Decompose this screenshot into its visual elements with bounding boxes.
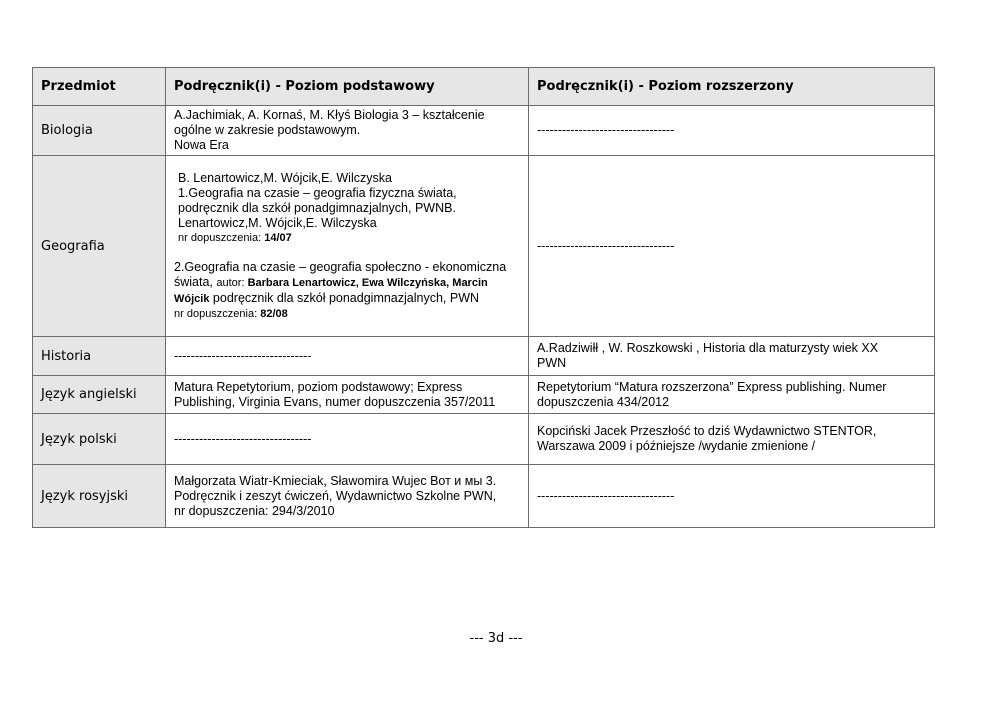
- basic-cell: [166, 376, 529, 414]
- table-row-angielski: [33, 376, 935, 414]
- table-row-biologia: [33, 106, 935, 156]
- subject-cell: Język rosyjski: [33, 465, 166, 528]
- permit-number: 14/07: [264, 231, 292, 244]
- extended-cell: ---------------------------------: [529, 156, 935, 337]
- table-row-geografia: [33, 156, 935, 337]
- text-line: [174, 275, 520, 291]
- text-line: PWN: [537, 356, 567, 370]
- basic-cell: [166, 106, 529, 156]
- text-line: Lenartowicz,M. Wójcik,E. Wilczyska: [178, 215, 377, 230]
- table-row-polski: [33, 414, 935, 465]
- permit-label: nr dopuszczenia:: [178, 231, 265, 244]
- permit-line: [174, 231, 520, 246]
- text-span: świata,: [174, 274, 217, 289]
- table-row-historia: [33, 337, 935, 376]
- header-row: [33, 68, 935, 106]
- permit-number: 82/08: [260, 307, 288, 320]
- text-line: A.Radziwiłł , W. Roszkowski , Historia dla maturzysty wiek XX: [537, 341, 879, 355]
- text-span: podręcznik dla szkół ponadgimnazjalnych, PWN: [209, 290, 480, 305]
- extended-cell: [529, 414, 935, 465]
- subject-cell: Język polski: [33, 414, 166, 465]
- header-basic-level: Podręcznik(i) - Poziom podstawowy: [166, 68, 529, 106]
- text-line: [174, 291, 520, 307]
- author-names: Wójcik: [174, 292, 210, 305]
- basic-cell: [166, 465, 529, 528]
- text-line: Repetytorium “Matura rozszerzona” Express publishing. Numer: [537, 379, 887, 394]
- page-number: --- 3d ---: [469, 631, 523, 646]
- text-line: Warszawa 2009 i późniejsze /wydanie zmienione /: [537, 439, 816, 453]
- text-line: ogólne w zakresie podstawowym.: [174, 123, 361, 137]
- author-names: Barbara Lenartowicz, Ewa Wilczyńska, Marcin: [247, 276, 488, 289]
- extended-cell: [529, 337, 935, 376]
- subject-cell: Język angielski: [33, 376, 166, 414]
- textbook-table: [32, 67, 935, 528]
- extended-cell: ---------------------------------: [529, 465, 935, 528]
- subject-cell: Biologia: [33, 106, 166, 156]
- subject-cell: Geografia: [33, 156, 166, 337]
- basic-cell: [166, 156, 529, 337]
- text-line: Nowa Era: [174, 138, 229, 152]
- text-line: B. Lenartowicz,M. Wójcik,E. Wilczyska: [178, 170, 392, 185]
- extended-cell: [529, 376, 935, 414]
- text-line: nr dopuszczenia: 294/3/2010: [174, 503, 335, 518]
- text-line: podręcznik dla szkół ponadgimnazjalnych, PWNB.: [178, 200, 456, 215]
- text-line: Kopciński Jacek Przeszłość to dziś Wydawnictwo STENTOR,: [537, 424, 877, 438]
- text-line: dopuszczenia 434/2012: [537, 394, 670, 409]
- text-line: Małgorzata Wiatr-Kmieciak, Sławomira Wujec Вот и мы 3.: [174, 473, 497, 488]
- text-line: A.Jachimiak, A. Kornaś, M. Kłyś Biologia 3 – kształcenie: [174, 108, 485, 122]
- text-line: Publishing, Virginia Evans, numer dopuszczenia 357/2011: [174, 394, 496, 409]
- header-subject: Przedmiot: [33, 68, 166, 106]
- permit-label: nr dopuszczenia:: [174, 307, 261, 320]
- table-row-rosyjski: [33, 465, 935, 528]
- basic-cell: ---------------------------------: [166, 414, 529, 465]
- permit-line: [174, 307, 520, 322]
- author-label: autor:: [216, 276, 248, 289]
- subject-cell: Historia: [33, 337, 166, 376]
- text-line: Podręcznik i zeszyt ćwiczeń, Wydawnictwo Szkolne PWN,: [174, 488, 497, 503]
- extended-cell: ---------------------------------: [529, 106, 935, 156]
- text-line: Matura Repetytorium, poziom podstawowy; Express: [174, 379, 463, 394]
- text-line: 1.Geografia na czasie – geografia fizyczna świata,: [178, 185, 457, 200]
- basic-cell: ---------------------------------: [166, 337, 529, 376]
- text-line: 2.Geografia na czasie – geografia społeczno - ekonomiczna: [174, 259, 507, 274]
- header-extended-level: Podręcznik(i) - Poziom rozszerzony: [529, 68, 935, 106]
